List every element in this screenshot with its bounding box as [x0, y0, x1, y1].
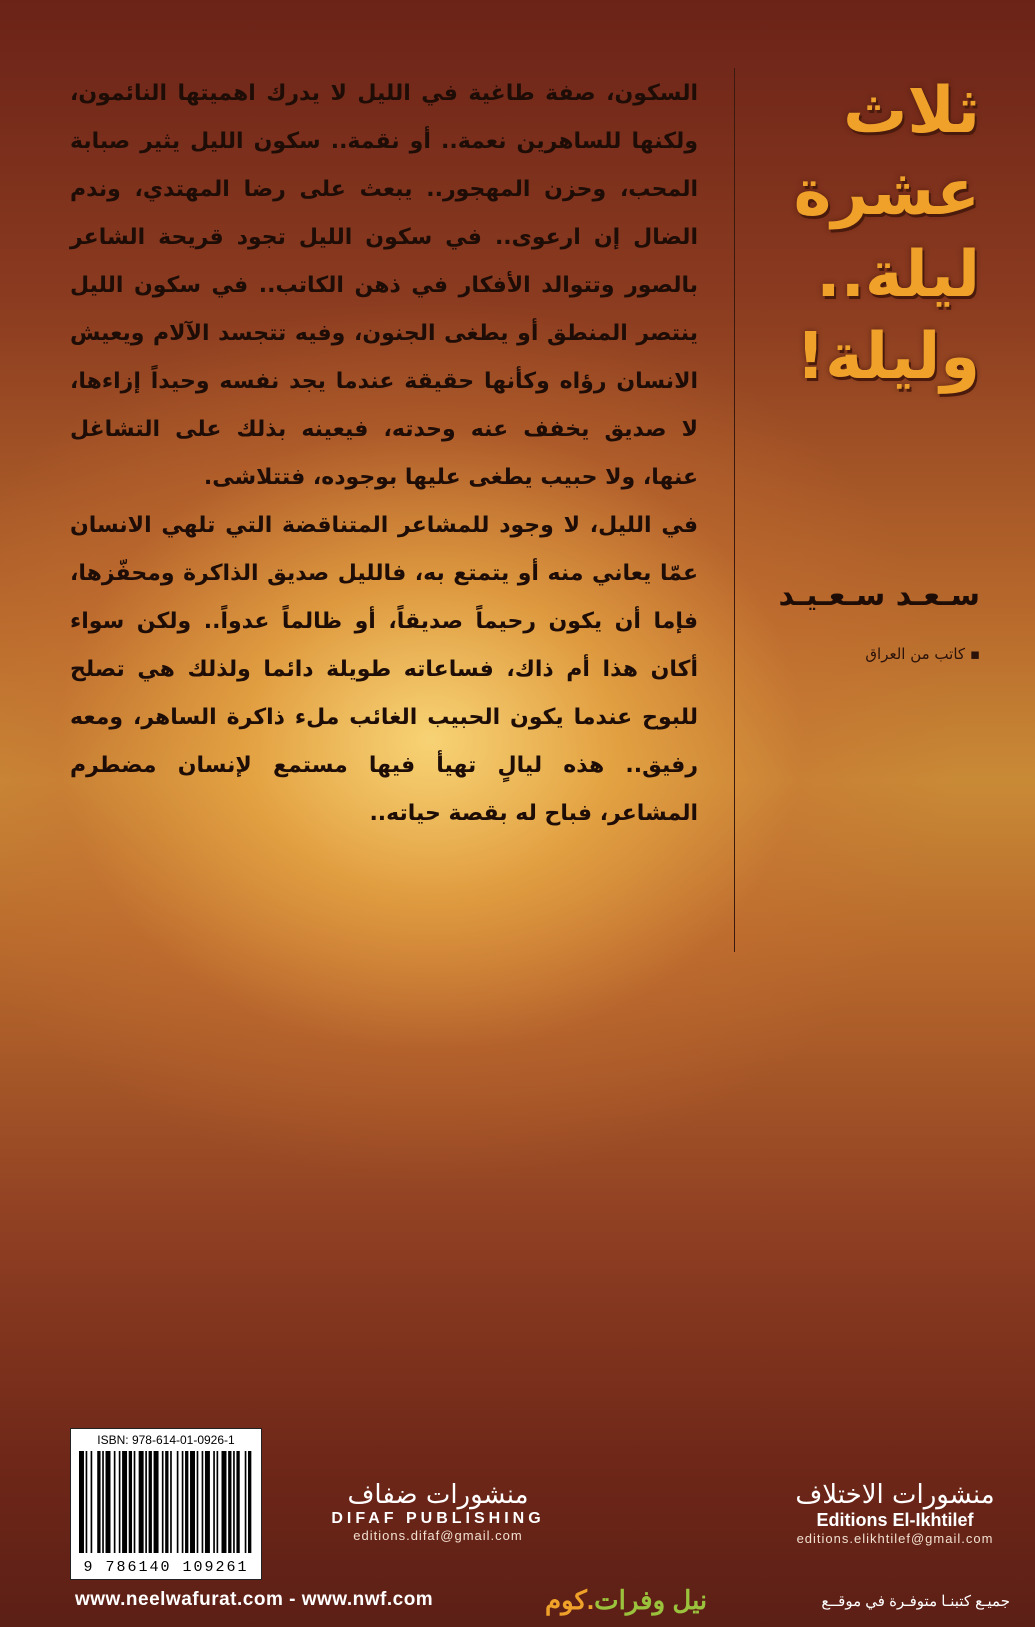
footer-availability: جميـع كتبنـا متوفـرة في موقــع [821, 1593, 1010, 1610]
barcode-bar [182, 1451, 184, 1553]
author-name: سـعـد سـعـيـد [778, 578, 980, 613]
difaf-name-ar: منشورات ضفاف [347, 1480, 529, 1510]
isbn-label: ISBN: 978-614-01-0926-1 [97, 1433, 235, 1447]
barcode-bar [106, 1451, 111, 1553]
isbn-barcode-box [70, 1428, 262, 1580]
site-name-green: نيل وفرات [594, 1585, 708, 1615]
barcode-bar [122, 1451, 127, 1553]
barcode-bar [129, 1451, 132, 1553]
ikhtilef-email: editions.elikhtilef@gmail.com [796, 1531, 994, 1546]
ikhtilef-name-ar: منشورات الاختلاف [795, 1480, 995, 1510]
barcode-bar [177, 1451, 179, 1553]
barcode-bar [149, 1451, 152, 1553]
title-line-1: ثلاث [843, 74, 980, 148]
barcode-bar [79, 1451, 84, 1553]
barcode-bar [205, 1451, 210, 1553]
footer-urls[interactable]: www.neelwafurat.com - www.nwf.com [75, 1589, 434, 1610]
title-line-3: ليلة.. [816, 238, 980, 312]
blurb-paragraph-1: السكون، صفة طاغية في الليل لا يدرك اهميتها النائمون، ولكنها للساهرين نعمة.. أو نقمة.. سكون الليل يثير صبابة المحب، وحزن المهجور.. يبعث على رضا المهتدي، وندم الضال إن ارعوى.. في سكون الليل تجود قريحة الشاعر بالصور وتتوالد الأفكار في ذهن الكاتب.. في سكون الليل ينتصر المنطق أو يطغى الجنون، وفيه تتجسد الآلام ويعيش الانسان رؤاه وكأنها حقيقة عندما يجد نفسه وحيداً إزاءها، لا صديق يخفف عنه وحدته، فيعينه بذلك على التشاغل عنها، ولا حبيب يطغى عليها بوجوده، فتتلاشى. [70, 81, 698, 490]
barcode-bar [197, 1451, 199, 1553]
barcode-bar [217, 1451, 219, 1553]
author-note: ▪ كاتب من العراق [865, 645, 980, 663]
barcode-bar [248, 1451, 251, 1553]
back-cover-blurb [70, 70, 698, 838]
barcode-bar [97, 1451, 100, 1553]
barcode-bar [245, 1451, 247, 1553]
barcode-bar [102, 1451, 104, 1553]
barcode-bar [185, 1451, 188, 1553]
isbn-digits: 9 786140 109261 [83, 1559, 249, 1576]
site-name-orange: .كوم [545, 1585, 595, 1615]
barcode [79, 1451, 253, 1553]
barcode-bar [236, 1451, 239, 1553]
barcode-bar [228, 1451, 231, 1553]
publisher-ikhtilef-logo [780, 1480, 1010, 1546]
barcode-bar [86, 1451, 88, 1553]
ikhtilef-name-en: Editions El-Ikhtilef [816, 1510, 974, 1530]
publisher-difaf-logo [318, 1480, 558, 1543]
title-line-2: عشرة [793, 156, 980, 230]
barcode-bar [91, 1451, 93, 1553]
barcode-bar [213, 1451, 215, 1553]
barcode-bar [114, 1451, 116, 1553]
barcode-bar [154, 1451, 159, 1553]
barcode-bar [134, 1451, 136, 1553]
barcode-bar [119, 1451, 121, 1553]
barcode-bar [165, 1451, 168, 1553]
barcode-bar [139, 1451, 144, 1553]
title-line-4: وليلة! [795, 320, 980, 394]
footer-site-logo[interactable] [545, 1585, 707, 1616]
difaf-name-en: DIFAF PUBLISHING [331, 1510, 545, 1527]
barcode-bar [222, 1451, 227, 1553]
blurb-paragraph-2: في الليل، لا وجود للمشاعر المتناقضة التي تلهي الانسان عمّا يعاني منه أو يتمتع به، فالليل صديق الذاكرة ومحفّزها، فإما أن يكون رحيماً صديقاً، أو ظالماً عدواً.. ولكن سواء أكان هذا أم ذاك، فساعاته طويلة دائما ولذلك هي تصلح للبوح عندما يكون الحبيب الغائب ملء ذاكرة الساهر، ومعه رفيق.. هذه ليالٍ تهيأ فيها مستمع لإنسان مضطرم المشاعر، فباح له بقصة حياته.. [70, 513, 698, 826]
barcode-bar [162, 1451, 164, 1553]
barcode-bar [170, 1451, 172, 1553]
barcode-bar [202, 1451, 204, 1553]
difaf-email: editions.difaf@gmail.com [353, 1528, 523, 1543]
book-title [720, 70, 980, 398]
barcode-bar [145, 1451, 147, 1553]
footer [75, 1587, 1010, 1617]
barcode-bar [190, 1451, 195, 1553]
barcode-bar [233, 1451, 235, 1553]
